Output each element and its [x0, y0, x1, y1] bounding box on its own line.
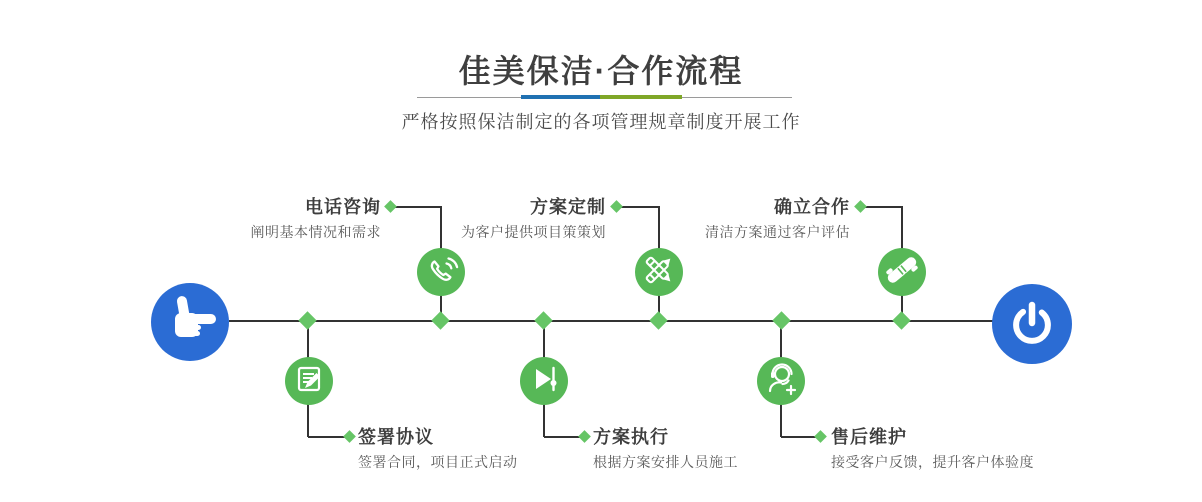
phone-call-icon [417, 246, 465, 299]
page-subtitle: 严格按照保洁制定的各项管理规章制度开展工作 [401, 112, 801, 132]
step-title: 签署协议 [358, 427, 434, 447]
label-diamond [854, 200, 867, 213]
step-label-aftersales [831, 426, 1034, 471]
step-title: 方案定制 [530, 197, 606, 217]
step-title: 方案执行 [593, 427, 669, 447]
timeline-diamond [892, 311, 910, 329]
step-desc: 根据方案安排人员施工 [593, 454, 738, 470]
step-desc: 签署合同，项目正式启动 [358, 454, 518, 470]
contract-sign-icon [285, 355, 333, 408]
divider-accent-blue [521, 95, 600, 99]
timeline [229, 320, 993, 322]
power-icon [992, 282, 1072, 367]
step-title: 确立合作 [774, 197, 850, 217]
flow-end-node [992, 284, 1072, 364]
timeline-diamond [431, 311, 449, 329]
label-diamond [610, 200, 623, 213]
step-title: 售后维护 [831, 427, 907, 447]
customer-service-icon [757, 355, 805, 408]
step-label-design [461, 196, 606, 241]
play-execute-icon [520, 355, 568, 408]
label-connector [391, 206, 442, 208]
label-connector [861, 206, 903, 208]
step-desc: 阐明基本情况和需求 [250, 224, 381, 240]
step-node-cooperation [878, 248, 926, 296]
step-label-execute [593, 426, 738, 471]
step-node-aftersales [757, 357, 805, 405]
step-node-design [635, 248, 683, 296]
step-desc: 清洁方案通过客户评估 [705, 224, 850, 240]
handshake-icon [878, 246, 926, 299]
divider-accent-green [600, 95, 682, 99]
step-node-phone [417, 248, 465, 296]
step-title: 电话咨询 [305, 197, 381, 217]
label-connector [617, 206, 660, 208]
step-label-cooperation [705, 196, 850, 241]
label-diamond [814, 430, 827, 443]
step-node-execute [520, 357, 568, 405]
flow-start-node [151, 283, 229, 361]
step-label-contract [358, 426, 518, 471]
timeline-diamond [649, 311, 667, 329]
pencil-design-icon [635, 246, 683, 299]
label-diamond [343, 430, 356, 443]
label-diamond [578, 430, 591, 443]
label-diamond [384, 200, 397, 213]
step-node-contract [285, 357, 333, 405]
timeline-diamond [772, 311, 790, 329]
step-desc: 为客户提供项目策策划 [461, 224, 606, 240]
step-label-phone [251, 196, 382, 241]
timeline-diamond [298, 311, 316, 329]
hand-pointer-icon [151, 281, 229, 364]
page-title: 佳美保洁·合作流程 [458, 53, 744, 89]
timeline-diamond [534, 311, 552, 329]
step-desc: 接受客户反馈，提升客户体验度 [831, 454, 1034, 470]
